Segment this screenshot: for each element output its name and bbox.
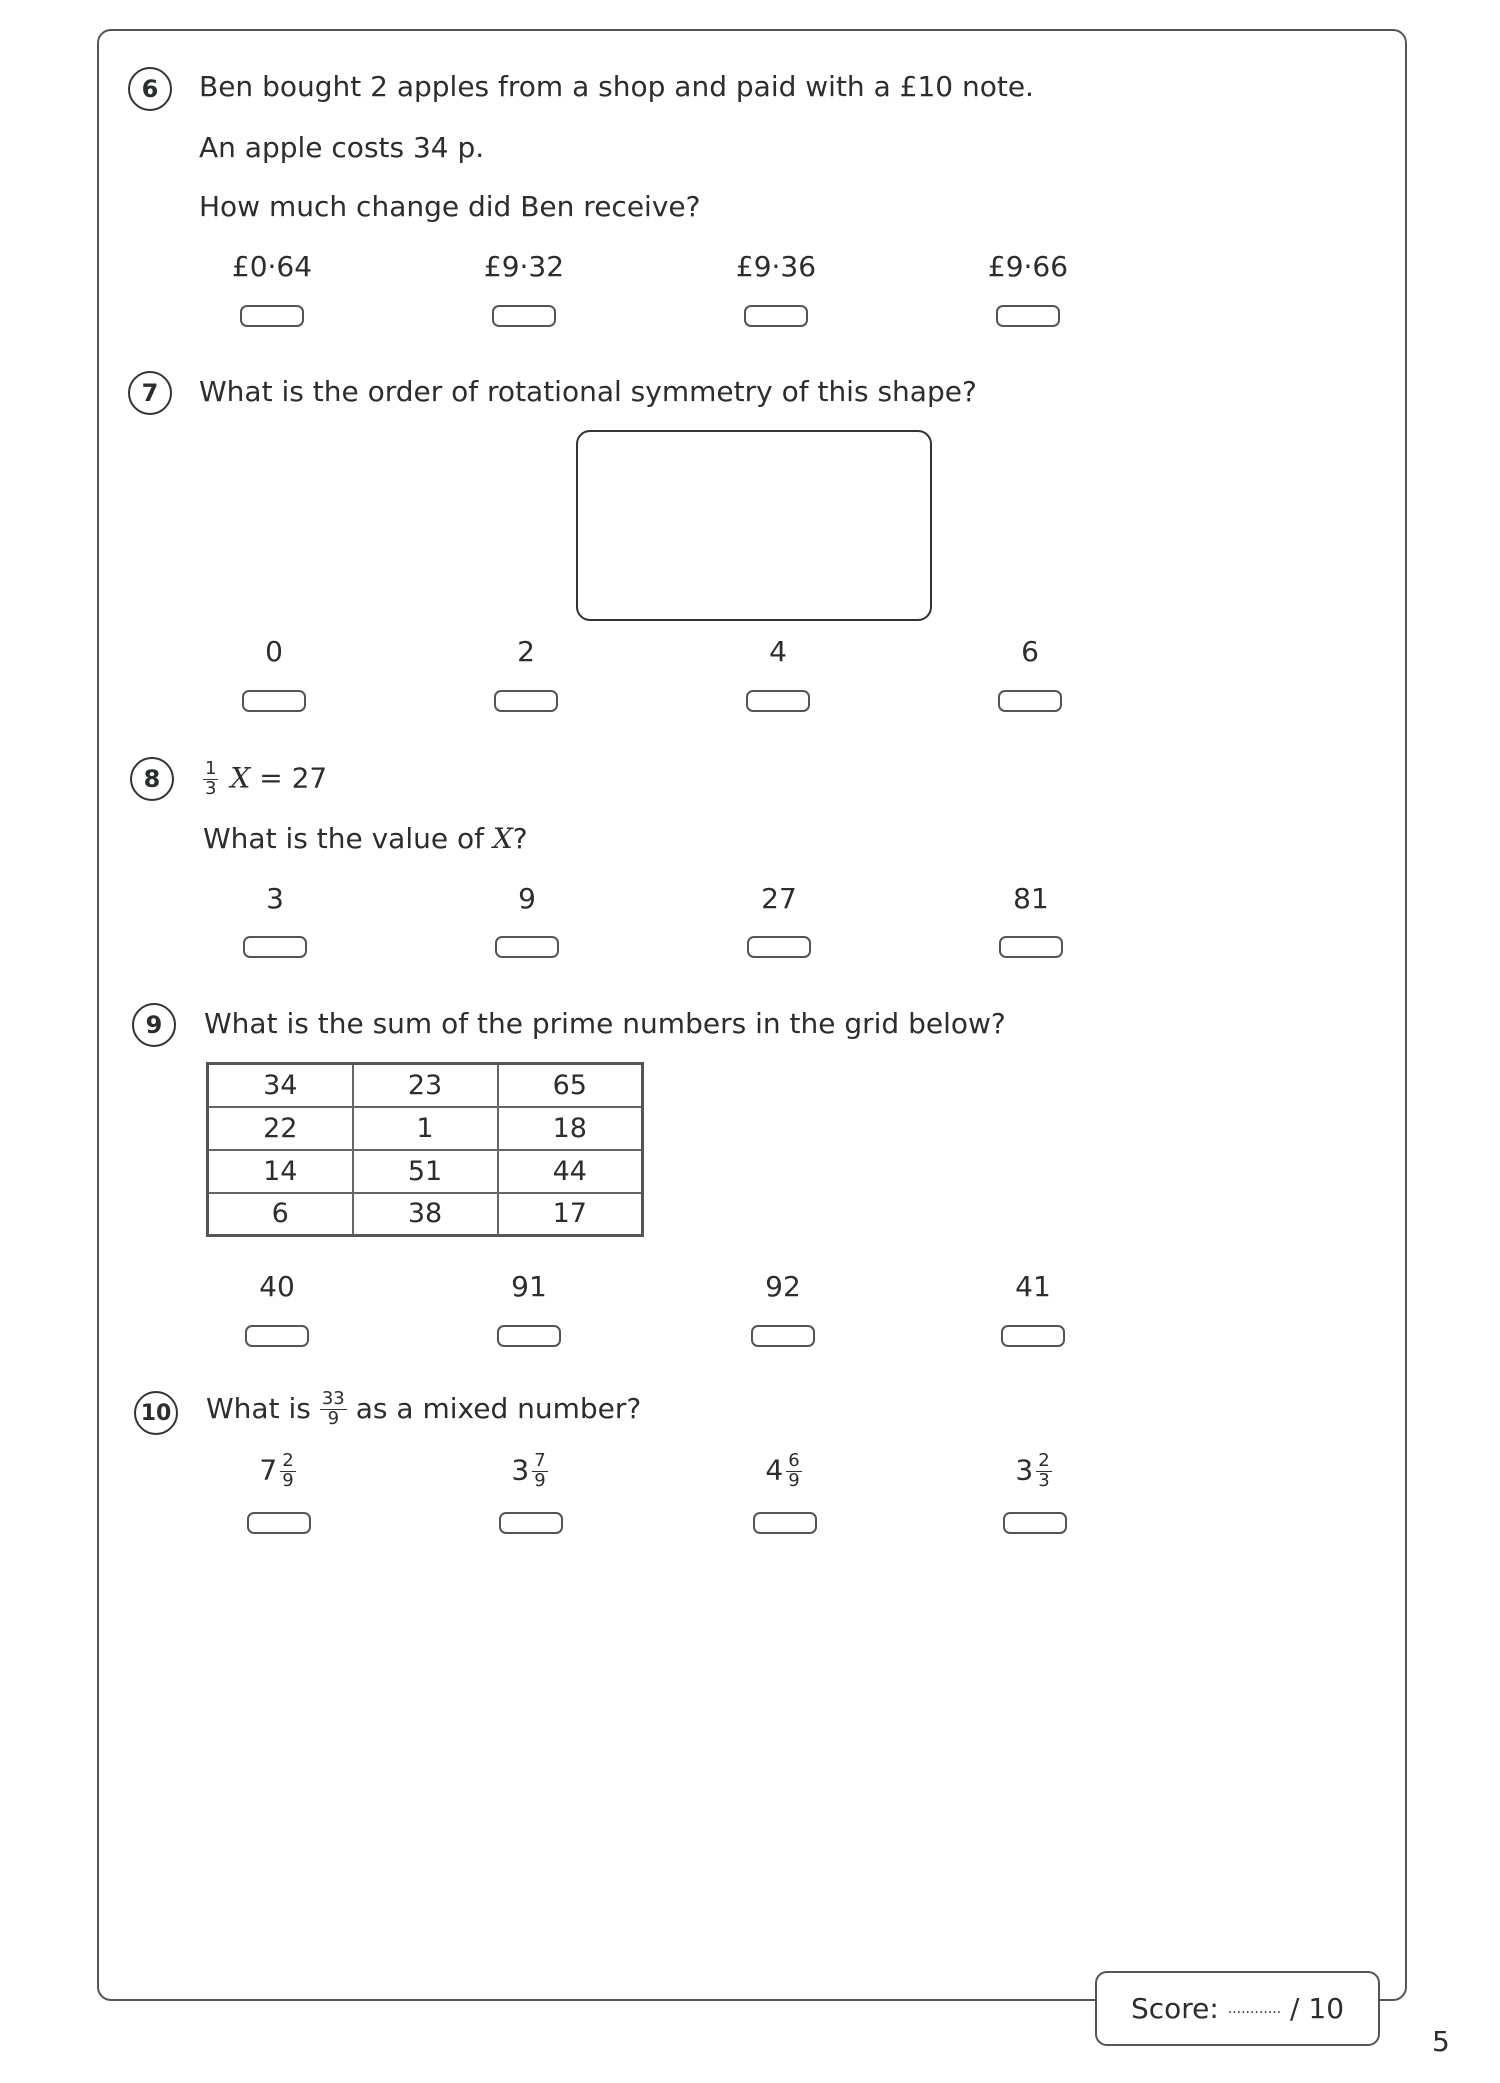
grid-cell: 38 xyxy=(353,1193,498,1236)
option-label xyxy=(945,1452,1125,1491)
fraction xyxy=(786,1452,801,1491)
denominator: 9 xyxy=(534,1469,546,1491)
answer-box[interactable] xyxy=(744,305,808,327)
grid-cell: 17 xyxy=(498,1193,643,1236)
option-label: 3 xyxy=(266,882,284,915)
numerator: 33 xyxy=(321,1388,345,1409)
option-label: 2 xyxy=(517,635,535,668)
answer-box[interactable] xyxy=(1003,1512,1067,1534)
equation-rest: = 27 xyxy=(259,761,328,795)
answer-box[interactable] xyxy=(494,690,558,712)
grid-cell: 14 xyxy=(208,1150,353,1193)
question-number-7: 7 xyxy=(128,371,172,415)
fraction xyxy=(280,1452,295,1491)
whole: 3 xyxy=(1015,1453,1034,1487)
whole: 7 xyxy=(259,1453,278,1487)
answer-box[interactable] xyxy=(998,690,1062,712)
grid-cell: 22 xyxy=(208,1107,353,1150)
whole: 3 xyxy=(511,1453,530,1487)
q8-text-b: ? xyxy=(512,822,528,855)
grid-cell: 6 xyxy=(208,1193,353,1236)
answer-box[interactable] xyxy=(1001,1325,1065,1347)
option-label: 92 xyxy=(765,1270,801,1303)
option-label: £9·66 xyxy=(987,250,1069,283)
denominator: 3 xyxy=(1038,1469,1050,1491)
grid-cell: 44 xyxy=(498,1150,643,1193)
numerator: 2 xyxy=(1038,1450,1050,1471)
q7-text: What is the order of rotational symmetry of this shape? xyxy=(199,375,977,408)
option-label: 0 xyxy=(265,635,283,668)
option-label: £0·64 xyxy=(231,250,313,283)
grid-cell: 34 xyxy=(208,1064,353,1107)
denominator: 9 xyxy=(282,1469,294,1491)
answer-box[interactable] xyxy=(746,690,810,712)
fraction xyxy=(203,760,218,799)
question-number-8: 8 xyxy=(130,757,174,801)
denominator: 9 xyxy=(788,1469,800,1491)
q9-text: What is the sum of the prime numbers in the grid below? xyxy=(204,1007,1006,1040)
whole: 4 xyxy=(765,1453,784,1487)
grid-cell: 51 xyxy=(353,1150,498,1193)
number-grid xyxy=(206,1062,644,1237)
q8-text-a: What is the value of xyxy=(203,822,493,855)
page-number: 5 xyxy=(1432,2025,1450,2058)
option-label xyxy=(441,1452,621,1491)
answer-box[interactable] xyxy=(495,936,559,958)
answer-box[interactable] xyxy=(499,1512,563,1534)
answer-box[interactable] xyxy=(240,305,304,327)
numerator: 7 xyxy=(534,1450,546,1471)
fraction xyxy=(1036,1452,1051,1491)
denominator: 9 xyxy=(327,1407,340,1429)
rounded-rectangle-shape xyxy=(576,430,932,621)
variable: X xyxy=(492,822,513,855)
grid-cell: 65 xyxy=(498,1064,643,1107)
answer-box[interactable] xyxy=(747,936,811,958)
grid-row xyxy=(208,1150,643,1193)
grid-cell: 23 xyxy=(353,1064,498,1107)
answer-box[interactable] xyxy=(245,1325,309,1347)
answer-box[interactable] xyxy=(247,1512,311,1534)
answer-box[interactable] xyxy=(243,936,307,958)
answer-box[interactable] xyxy=(751,1325,815,1347)
grid-row xyxy=(208,1064,643,1107)
option-label: 81 xyxy=(1013,882,1049,915)
option-label: 41 xyxy=(1015,1270,1051,1303)
score-blank: ............ xyxy=(1227,2000,1282,2017)
grid-cell: 1 xyxy=(353,1107,498,1150)
numerator: 6 xyxy=(788,1450,800,1471)
answer-box[interactable] xyxy=(497,1325,561,1347)
q10-text-b: as a mixed number? xyxy=(355,1392,642,1426)
q10-text xyxy=(206,1390,641,1429)
option-label: 6 xyxy=(1021,635,1039,668)
option-label: 91 xyxy=(511,1270,547,1303)
numerator: 2 xyxy=(282,1450,294,1471)
q6-line1: Ben bought 2 apples from a shop and paid with a £10 note. xyxy=(199,70,1034,103)
fraction xyxy=(532,1452,547,1491)
q8-text xyxy=(203,822,528,855)
answer-box[interactable] xyxy=(492,305,556,327)
q8-equation xyxy=(200,760,327,799)
option-label: 9 xyxy=(518,882,536,915)
answer-box[interactable] xyxy=(999,936,1063,958)
score-label: Score: xyxy=(1130,1992,1219,2025)
question-number-9: 9 xyxy=(132,1003,176,1047)
grid-row xyxy=(208,1193,643,1236)
numerator: 1 xyxy=(205,758,217,779)
q6-line2: An apple costs 34 p. xyxy=(199,131,485,164)
option-label: 4 xyxy=(769,635,787,668)
score-box xyxy=(1095,1971,1380,2046)
question-number-6: 6 xyxy=(128,67,172,111)
q6-line3: How much change did Ben receive? xyxy=(199,190,701,223)
option-label xyxy=(695,1452,875,1491)
q10-text-a: What is xyxy=(206,1392,311,1426)
answer-box[interactable] xyxy=(996,305,1060,327)
variable: X xyxy=(230,761,251,795)
denominator: 3 xyxy=(205,777,217,799)
option-label xyxy=(189,1452,369,1491)
answer-box[interactable] xyxy=(753,1512,817,1534)
option-label: £9·36 xyxy=(735,250,817,283)
option-label: £9·32 xyxy=(483,250,565,283)
grid-row xyxy=(208,1107,643,1150)
grid-cell: 18 xyxy=(498,1107,643,1150)
answer-box[interactable] xyxy=(242,690,306,712)
question-number-10: 10 xyxy=(134,1391,178,1435)
score-total: / 10 xyxy=(1290,1992,1345,2025)
option-label: 40 xyxy=(259,1270,295,1303)
fraction xyxy=(320,1390,347,1429)
option-label: 27 xyxy=(761,882,797,915)
